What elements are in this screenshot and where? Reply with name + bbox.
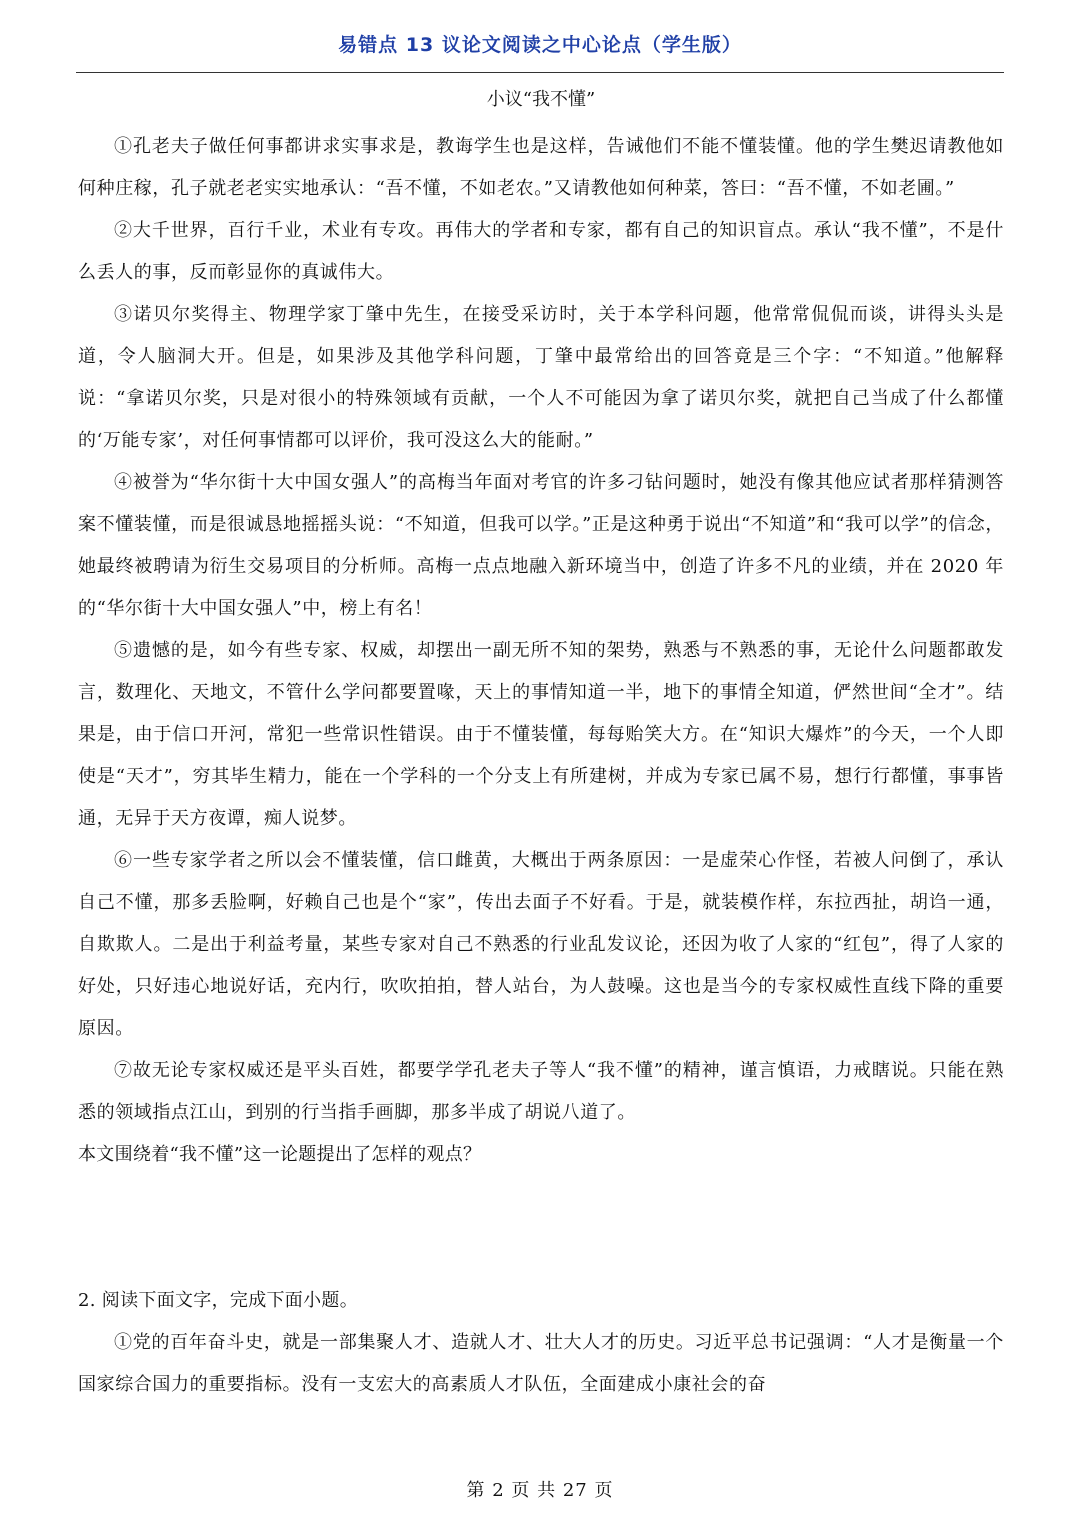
article-paragraph-1: ①孔老夫子做任何事都讲求实事求是，教诲学生也是这样，告诫他们不能不懂装懂。他的学生樊迟请教他如何种庄稼，孔子就老老实实地承认：“吾不懂，不如老农。”又请教他如何种菜，答曰：“吾不懂，不如老圃。”	[78, 136, 1004, 199]
article-paragraph-6: ⑥一些专家学者之所以会不懂装懂，信口雌黄，大概出于两条原因：一是虚荣心作怪，若被人问倒了，承认自己不懂，那多丢脸啊，好赖自己也是个“家”，传出去面子不好看。于是，就装模作样，东拉西扯，胡诌一通，自欺欺人。二是出于利益考量，某些专家对自己不熟悉的行业乱发议论，还因为收了人家的“红包”，得了人家的好处，只好违心地说好话，充内行，吹吹拍拍，替人站台，为人鼓噪。这也是当今的专家权威性直线下降的重要原因。	[78, 850, 1004, 1039]
article-title: 小议“我不懂”	[486, 89, 596, 110]
article-paragraph-5: ⑤遗憾的是，如今有些专家、权威，却摆出一副无所不知的架势，熟悉与不熟悉的事，无论什么问题都敢发言，数理化、天地文，不管什么学问都要置喙，天上的事情知道一半，地下的事情全知道，俨然世间“全才”。结果是，由于信口开河，常犯一些常识性错误。由于不懂装懂，每每贻笑大方。在“知识大爆炸”的今天，一个人即使是“天才”，穷其毕生精力，能在一个学科的一个分支上有所建树，并成为专家已属不易，想行行都懂，事事皆通，无异于天方夜谭，痴人说梦。	[78, 640, 1004, 829]
page-number-footer: 第 2 页 共 27 页	[466, 1480, 614, 1501]
document-header-title: 易错点 13 议论文阅读之中心论点（学生版）	[338, 34, 742, 56]
article-paragraph-2: ②大千世界，百行千业，术业有专攻。再伟大的学者和专家，都有自己的知识盲点。承认“我不懂”，不是什么丢人的事，反而彰显你的真诚伟大。	[78, 220, 1004, 283]
question-1-prompt: 本文围绕着“我不懂”这一论题提出了怎样的观点？	[78, 1144, 482, 1165]
page-content	[78, 86, 1004, 1406]
article-paragraph-4: ④被誉为“华尔街十大中国女强人”的高梅当年面对考官的许多刁钻问题时，她没有像其他应试者那样猜测答案不懂装懂，而是很诚恳地摇摇头说：“不知道，但我可以学。”正是这种勇于说出“不知道”和“我可以学”的信念，她最终被聘请为衍生交易项目的分析师。高梅一点点地融入新环境当中，创造了许多不凡的业绩，并在 2020 年的“华尔街十大中国女强人”中，榜上有名！	[78, 472, 1004, 619]
question-2-paragraph-1: ①党的百年奋斗史，就是一部集聚人才、造就人才、壮大人才的历史。习近平总书记强调：“人才是衡量一个国家综合国力的重要指标。没有一支宏大的高素质人才队伍，全面建成小康社会的奋	[78, 1332, 1004, 1395]
answer-space	[78, 1176, 1004, 1280]
article-paragraph-3: ③诺贝尔奖得主、物理学家丁肇中先生，在接受采访时，关于本学科问题，他常常侃侃而谈，讲得头头是道，令人脑洞大开。但是，如果涉及其他学科问题，丁肇中最常给出的回答竟是三个字：“不知道。”他解释说：“拿诺贝尔奖，只是对很小的特殊领域有贡献，一个人不可能因为拿了诺贝尔奖，就把自己当成了什么都懂的‘万能专家’，对任何事情都可以评价，我可没这么大的能耐。”	[78, 304, 1004, 451]
question-2-heading: 2. 阅读下面文字，完成下面小题。	[78, 1290, 358, 1311]
article-paragraph-7: ⑦故无论专家权威还是平头百姓，都要学学孔老夫子等人“我不懂”的精神，谨言慎语，力戒瞎说。只能在熟悉的领域指点江山，到别的行当指手画脚，那多半成了胡说八道了。	[78, 1060, 1004, 1123]
header-divider	[76, 72, 1004, 73]
